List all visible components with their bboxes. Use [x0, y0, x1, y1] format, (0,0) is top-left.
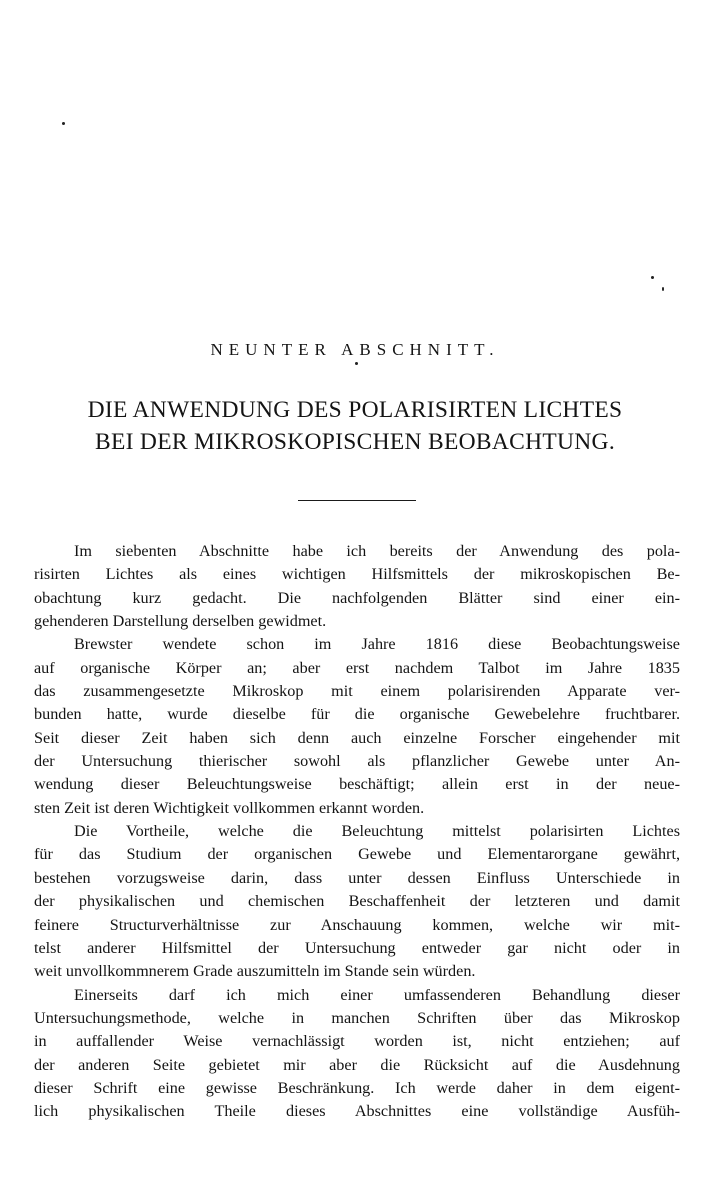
- section-heading: NEUNTER ABSCHNITT.: [210, 340, 500, 359]
- text-line: in auffallender Weise vernachlässigt worden ist, nicht entziehen; auf: [34, 1032, 680, 1051]
- paragraph: [34, 633, 680, 820]
- scan-speck: [355, 362, 358, 365]
- chapter-title: [0, 394, 710, 458]
- text-line: dieser Schrift eine gewisse Beschränkung. Ich werde daher in dem eigent-: [34, 1078, 680, 1097]
- text-line: Brewster wendete schon im Jahre 1816 diese Beobachtungsweise: [74, 635, 680, 654]
- text-line: der anderen Seite gebietet mir aber die Rücksicht auf die Ausdehnung: [34, 1055, 680, 1074]
- text-line: bestehen vorzugsweise darin, dass unter dessen Einfluss Unterschiede in: [34, 868, 680, 887]
- paragraph: [34, 820, 680, 983]
- text-line: gehenderen Darstellung derselben gewidmet.: [34, 612, 327, 631]
- text-line: sten Zeit ist deren Wichtigkeit vollkommen erkannt worden.: [34, 798, 425, 817]
- scan-speck: [651, 276, 654, 279]
- text-line: Untersuchungsmethode, welche in manchen Schriften über das Mikroskop: [34, 1008, 680, 1027]
- text-line: Seit dieser Zeit haben sich denn auch einzelne Forscher eingehender mit: [34, 728, 680, 747]
- text-line: der physikalischen und chemischen Beschaffenheit der letzteren und damit: [34, 892, 680, 911]
- text-line: obachtung kurz gedacht. Die nachfolgenden Blätter sind einer ein-: [34, 588, 680, 607]
- text-line: feinere Structurverhältnisse zur Anschauung kommen, welche wir mit-: [34, 915, 680, 934]
- scan-speck: [662, 287, 664, 291]
- chapter-title-line: BEI DER MIKROSKOPISCHEN BEOBACHTUNG.: [95, 429, 615, 455]
- paragraph: [34, 984, 680, 1124]
- text-line: für das Studium der organischen Gewebe und Elementarorgane gewährt,: [34, 845, 680, 864]
- text-line: Die Vortheile, welche die Beleuchtung mittelst polarisirten Lichtes: [74, 822, 680, 841]
- text-line: bunden hatte, wurde dieselbe für die organische Gewebelehre fruchtbarer.: [34, 705, 680, 724]
- text-line: risirten Lichtes als eines wichtigen Hilfsmittels der mikroskopischen Be-: [34, 565, 680, 584]
- text-line: weit unvollkommnerem Grade auszumitteln im Stande sein würden.: [34, 962, 476, 981]
- scan-speck: [62, 122, 65, 125]
- text-line: der Untersuchung thierischer sowohl als pflanzlicher Gewebe unter An-: [34, 752, 680, 771]
- text-line: wendung dieser Beleuchtungsweise beschäftigt; allein erst in der neue-: [34, 775, 680, 794]
- body-text: [34, 540, 680, 1124]
- text-line: das zusammengesetzte Mikroskop mit einem polarisirenden Apparate ver-: [34, 682, 680, 701]
- text-line: Einerseits darf ich mich einer umfassenderen Behandlung dieser: [74, 985, 680, 1004]
- text-line: telst anderer Hilfsmittel der Untersuchung entweder gar nicht oder in: [34, 938, 680, 957]
- title-divider: [298, 500, 416, 501]
- paragraph: [34, 540, 680, 633]
- text-line: lich physikalischen Theile dieses Abschnittes eine vollständige Ausfüh-: [34, 1102, 680, 1121]
- text-line: Im siebenten Abschnitte habe ich bereits der Anwendung des pola-: [74, 542, 680, 560]
- text-line: auf organische Körper an; aber erst nachdem Talbot im Jahre 1835: [34, 658, 680, 677]
- chapter-title-line: DIE ANWENDUNG DES POLARISIRTEN LICHTES: [87, 397, 623, 423]
